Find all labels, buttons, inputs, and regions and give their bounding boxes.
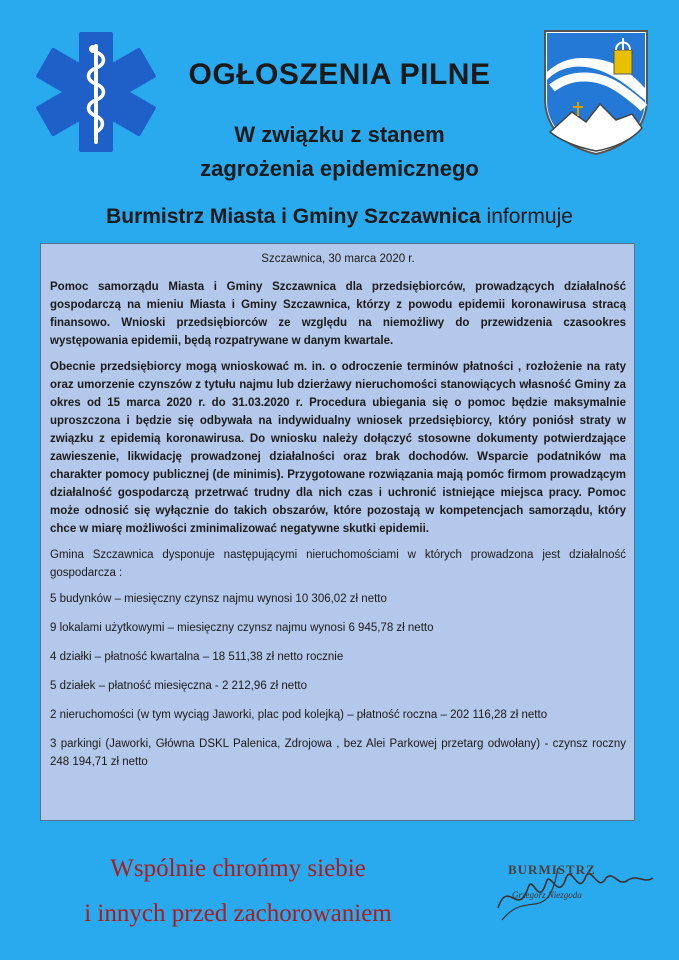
- page-title: OGŁOSZENIA PILNE: [188, 58, 491, 91]
- notice-paragraph-2: Obecnie przedsiębiorcy mogą wnioskować m. in. o odroczenie terminów płatności , rozłożenie na raty oraz umorzenie czynszów z tytułu najmu lub dzierżawy nieruchomości stanowiących własność Gminy za okres od 15 marca 2020 r. do 31.03.2020 r. Procedura ubiegania się o pomoc będzie maksymalnie uproszczona i będzie się odbywała na indywidualny wniosek przedsiębiorcy, który poniósł straty w związku z epidemią koronawirusa. Do wniosku należy dołączyć stosowne dokumenty potwierdzające zawieszenie, likwidację prowadzonej działalności oraz brak dochodów. Wsparcie podatników ma charakter pomocy publicznej (de minimis). Przygotowane rozwiązania mają pomóc firmom prowadzącym działalność gospodarczą przetrwać trudny dla nich czas i uchronić istniejące miejsca pracy. Pomoc może odnosić się wyłącznie do takich obszarów, które pozostają w kompetencjach samorządu, który chce w miarę możliwości zminimalizować negatywne skutki epidemii.: [50, 361, 626, 535]
- notice-paragraph-1: Pomoc samorządu Miasta i Gminy Szczawnica dla przedsiębiorców, prowadzących działalność gospodarczą na mieniu Miasta i Gminy Szczawnica, którzy z powodu epidemii koronawirusa stracą finansowo. Wnioski przedsiębiorców ze względu na niemożliwy do przewidzenia czasookres występowania epidemii, będą rozpatrywane w danym kwartale.: [50, 281, 626, 347]
- property-item: 3 parkingi (Jaworki, Główna DSKL Palenica, Zdrojowa , bez Alei Parkowej przetarg odwołany) - czynsz roczny 248 194,71 zł netto: [50, 738, 626, 768]
- notice-panel: [40, 243, 635, 821]
- property-item: 9 lokalami użytkowymi – miesięczny czynsz najmu wynosi 6 945,78 zł netto: [50, 622, 434, 634]
- notice-date: Szczawnica, 30 marca 2020 r.: [261, 253, 415, 265]
- signature-name: Grzegorz Niezgoda: [512, 890, 582, 900]
- slogan-line-1: Wspólnie chrońmy siebie: [110, 855, 366, 882]
- property-item: 2 nieruchomości (w tym wyciąg Jaworki, plac pod kolejką) – płatność roczna – 202 116,28 zł netto: [50, 709, 548, 721]
- property-item: 4 działki – płatność kwartalna – 18 511,38 zł netto rocznie: [50, 651, 344, 663]
- signature-title: BURMISTRZ: [508, 862, 596, 877]
- informant-bold: Burmistrz Miasta i Gminy Szczawnica: [106, 205, 481, 228]
- slogan-line-2: i innych przed zachorowaniem: [84, 900, 392, 927]
- page-subtitle: [0, 118, 679, 186]
- notice-paragraph-3: Gmina Szczawnica dysponuje następującymi nieruchomościami w których prowadzona jest działalność gospodarcza :: [50, 549, 626, 579]
- signature-scribble: [488, 848, 658, 928]
- informant-rest: informuje: [486, 205, 573, 228]
- informant-line: [0, 205, 679, 229]
- property-item: 5 budynków – miesięczny czynsz najmu wynosi 10 306,02 zł netto: [50, 593, 387, 605]
- footer-slogan: [18, 846, 458, 936]
- subtitle-line-1: W związku z stanem: [234, 122, 445, 147]
- subtitle-line-2: zagrożenia epidemicznego: [200, 156, 479, 181]
- property-item: 5 działek – płatność miesięczna - 2 212,96 zł netto: [50, 680, 307, 692]
